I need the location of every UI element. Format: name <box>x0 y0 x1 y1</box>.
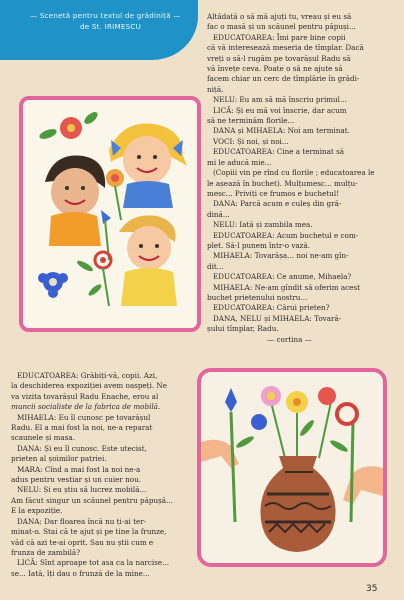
text-line: DANA: Dar floarea încă nu ți-ai ter- <box>17 516 147 526</box>
red-spiral-flower-icon <box>337 404 357 424</box>
text-line: EDUCATOAREA: Cărui prieten? <box>213 303 330 313</box>
text-line: vă învețe ceva. Poate o să ne ajute să <box>207 64 343 74</box>
text-line: NELU: Și eu știu să lucrez mobilă... <box>17 485 147 495</box>
text-line: prieten al șoimilor patriei. <box>11 454 107 464</box>
text-line: NELU: Iată și zambila mea. <box>213 220 313 230</box>
text-line: EDUCATOAREA: Ce anume, Mihaela? <box>213 272 352 282</box>
girl-face <box>123 136 171 184</box>
leaf-icon <box>38 127 58 141</box>
text-line: LICĂ: Și eu mă voi înscrie, dar acum <box>213 105 347 115</box>
text-line: minat-o. Stai că te ajut și pe tine la frunze, <box>11 527 167 537</box>
text-line: frunza de zambilă? <box>11 547 81 557</box>
blue-flower-icon <box>251 414 267 430</box>
text-line: plet. Să-l punem într-o vază. <box>207 240 311 250</box>
text-line: MIHAELA: Tovarășa... noi ne-am gîn- <box>213 251 349 261</box>
text-line: (Copiii vin pe rînd cu florile ; educatoarea le <box>213 168 375 178</box>
boy2-face <box>127 226 171 270</box>
text-line: mesc... Priviți ce frumos e buchetul! <box>207 188 340 198</box>
text-line: să ne terminăm florile... <box>207 116 295 126</box>
header-author: de St. IRIMESCU <box>80 22 142 31</box>
text-line: Am făcut singur un scăunel pentru păpușă... <box>11 495 173 505</box>
header-subtitle: — Scenetă pentru textul de grădiniță — <box>30 11 181 20</box>
text-line: văd că azi te-ai oprit. Sau nu știi cum e <box>11 537 154 547</box>
text-line: că vă interesează meseria de tîmplar. Dacă <box>207 43 364 53</box>
text-line: EDUCATOAREA: Grăbiți-vă, copii. Azi, <box>17 371 158 380</box>
text-line: Radu. El a mai fost la noi, ne-a reparat <box>11 423 153 433</box>
text-line: VOCI: Și noi, și noi... <box>213 136 289 146</box>
text-line: DANA: Parcă acum e culeș din gră- <box>213 199 342 209</box>
text-line: le așează în buchet). Mulțumesc... mulțu- <box>207 178 358 188</box>
text-line: adus pentru vestiar și un cuier nou. <box>11 475 142 485</box>
right-text-column <box>207 12 397 345</box>
text-line: scaunele și masa. <box>11 433 75 443</box>
text-line: E la expoziție. <box>11 506 63 516</box>
boy-shirt <box>49 212 101 246</box>
children-illustration <box>19 96 201 332</box>
text-line: — cortina — <box>267 334 312 344</box>
text-line: NELU: Eu am să mă înscriu primul... <box>213 95 347 105</box>
text-line: DANA și MIHAELA: Noi am terminat. <box>213 126 350 136</box>
children-drawing <box>23 100 197 328</box>
girl-dress <box>123 181 173 208</box>
text-line: dit... <box>207 261 224 271</box>
text-line: va vizita tovarășul Radu Enache, erou al <box>11 391 159 401</box>
blue-tulip-icon <box>225 388 237 412</box>
text-line: se... Iată, îți dau o frunză de la mine... <box>11 568 150 578</box>
text-line: MIHAELA: Ne-am gîndit să oferim acest <box>213 282 361 292</box>
text-line: buchet prietenului nostru... <box>207 292 308 302</box>
text-line: șului tîmplar, Radu. <box>207 324 279 334</box>
leaf-icon <box>82 110 99 126</box>
right-hand <box>343 466 383 504</box>
red-flower-icon <box>318 387 336 405</box>
boy2-shirt <box>121 268 177 306</box>
boy-face <box>51 168 99 216</box>
text-line: muncii socialiste de la fabrica de mobilă. <box>11 402 161 412</box>
text-line: EDUCATOAREA: Acum buchetul e com- <box>213 230 359 240</box>
vase-illustration <box>197 368 387 567</box>
header-text <box>0 0 198 60</box>
text-line: LICĂ: Sînt aproape tot asa ca la narcise... <box>17 558 169 568</box>
text-line: Altădată o să mă ajuți tu, vreau și eu să <box>207 12 352 21</box>
page-number: 35 <box>366 584 378 594</box>
text-line: fac o masă și un scăunel pentru păpuși... <box>207 22 356 32</box>
text-line: MARA: Cînd a mai fost la noi ne-a <box>17 464 141 474</box>
blue-flower-icon <box>38 272 68 298</box>
text-line: DANA: Și eu îl cunosc. Este utecist, <box>17 443 147 453</box>
text-line: MIHAELA: Eu îl cunosc pe tovarășul <box>17 412 151 422</box>
text-line: facem chiar un cerc de tîmplărie în grădi- <box>207 74 360 84</box>
vase-drawing <box>201 372 383 563</box>
text-line: vreți o să-l rugăm pe tovarășul Radu să <box>207 53 351 63</box>
text-line: DANA, NELU și MIHAELA: Tovară- <box>213 313 342 323</box>
text-line: EDUCATOAREA: Îmi pare bine copii <box>213 32 346 42</box>
text-line: mi le aducă mie... <box>207 157 272 167</box>
left-text-column <box>11 371 188 579</box>
text-line: EDUCATOAREA: Cine a terminat să <box>213 147 345 157</box>
text-line: dină... <box>207 209 230 219</box>
text-line: niță. <box>207 84 224 94</box>
text-line: la deschiderea expoziției avem oaspeți. Ne <box>11 381 167 391</box>
